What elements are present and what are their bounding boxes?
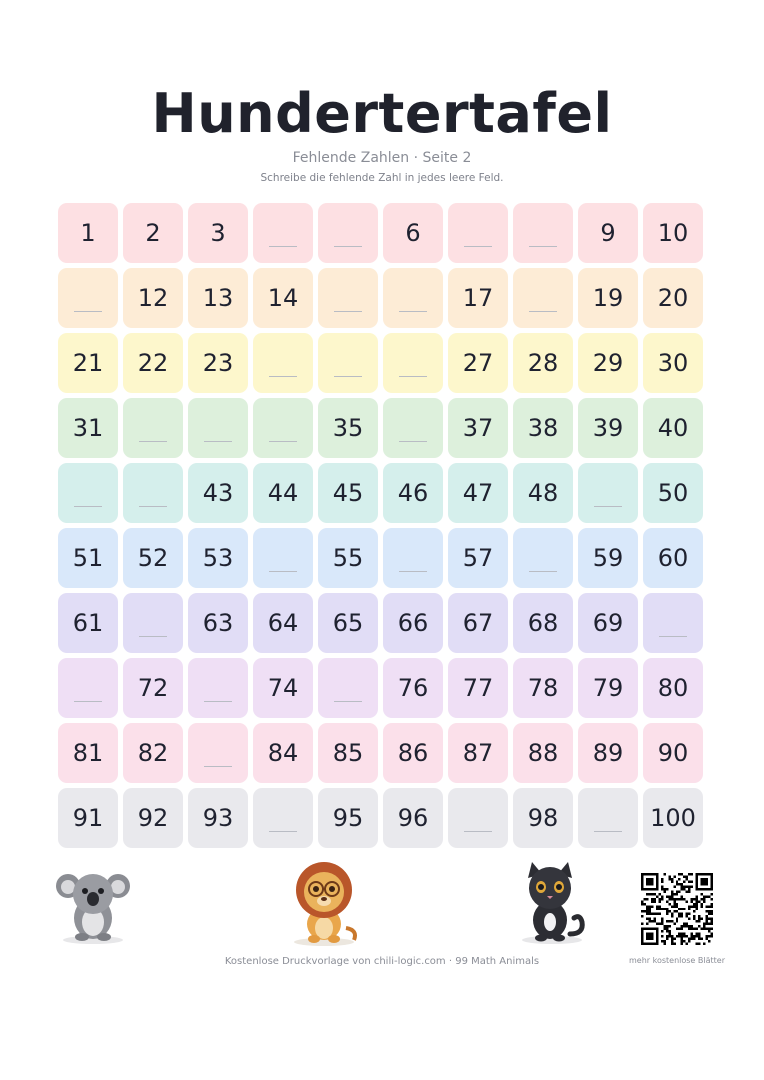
number-cell: [123, 268, 183, 328]
blank-cell[interactable]: [58, 463, 118, 523]
number-cell: [58, 723, 118, 783]
answer-line: [204, 441, 232, 442]
number-cell: [643, 788, 703, 848]
cell-number: 3: [210, 219, 226, 247]
answer-line: [659, 636, 687, 637]
number-cell: [643, 268, 703, 328]
cell-number: 31: [72, 414, 104, 442]
cell-number: 43: [202, 479, 234, 507]
cell-number: 69: [592, 609, 624, 637]
cell-number: 95: [332, 804, 364, 832]
answer-line: [269, 246, 297, 247]
number-cell: [578, 528, 638, 588]
number-cell: [643, 398, 703, 458]
number-cell: [318, 593, 378, 653]
footer-credit: Kostenlose Druckvorlage von chili-logic.com · 99 Math Animals: [224, 956, 540, 967]
cell-number: 85: [332, 739, 364, 767]
blank-cell[interactable]: [253, 398, 313, 458]
cell-number: 98: [527, 804, 559, 832]
blank-cell[interactable]: [578, 463, 638, 523]
cell-number: 59: [592, 544, 624, 572]
number-cell: [448, 528, 508, 588]
cell-number: 29: [592, 349, 624, 377]
number-cell: [58, 788, 118, 848]
blank-cell[interactable]: [58, 658, 118, 718]
answer-line: [269, 571, 297, 572]
number-cell: [58, 398, 118, 458]
number-cell: [58, 528, 118, 588]
qr-caption: mehr kostenlose Blätter: [628, 956, 725, 965]
answer-line: [399, 311, 427, 312]
page-title: Hundertertafel: [151, 82, 613, 145]
number-cell: [643, 333, 703, 393]
answer-line: [74, 701, 102, 702]
blank-cell[interactable]: [513, 203, 573, 263]
cell-number: 20: [657, 284, 689, 312]
cell-number: 51: [72, 544, 104, 572]
cell-number: 87: [462, 739, 494, 767]
answer-line: [204, 701, 232, 702]
number-cell: [188, 268, 248, 328]
cell-number: 79: [592, 674, 624, 702]
answer-line: [529, 246, 557, 247]
cell-number: 46: [397, 479, 429, 507]
blank-cell[interactable]: [253, 203, 313, 263]
number-cell: [448, 593, 508, 653]
number-cell: [448, 268, 508, 328]
number-cell: [253, 658, 313, 718]
answer-line: [594, 831, 622, 832]
number-cell: [188, 333, 248, 393]
number-cell: [188, 528, 248, 588]
cell-number: 55: [332, 544, 364, 572]
number-cell: [448, 463, 508, 523]
cell-number: 52: [137, 544, 169, 572]
answer-line: [399, 571, 427, 572]
cell-number: 65: [332, 609, 364, 637]
blank-cell[interactable]: [318, 333, 378, 393]
cell-number: 78: [527, 674, 559, 702]
blank-cell[interactable]: [253, 528, 313, 588]
cell-number: 63: [202, 609, 234, 637]
number-cell: [253, 268, 313, 328]
number-cell: [58, 333, 118, 393]
cell-number: 28: [527, 349, 559, 377]
cell-number: 92: [137, 804, 169, 832]
answer-line: [594, 506, 622, 507]
blank-cell[interactable]: [383, 528, 443, 588]
cell-number: 17: [462, 284, 494, 312]
number-cell: [448, 333, 508, 393]
cell-number: 68: [527, 609, 559, 637]
cell-number: 84: [267, 739, 299, 767]
number-cell: [578, 268, 638, 328]
answer-line: [269, 831, 297, 832]
cell-number: 23: [202, 349, 234, 377]
number-cell: [513, 593, 573, 653]
qr-code[interactable]: [641, 873, 713, 945]
number-cell: [383, 658, 443, 718]
number-cell: [383, 788, 443, 848]
number-cell: [513, 723, 573, 783]
number-cell: [578, 658, 638, 718]
number-cell: [123, 658, 183, 718]
cell-number: 2: [145, 219, 161, 247]
number-cell: [188, 203, 248, 263]
number-cell: [318, 723, 378, 783]
koala-illustration: [54, 866, 132, 946]
answer-line: [269, 376, 297, 377]
blank-cell[interactable]: [123, 463, 183, 523]
cell-number: 64: [267, 609, 299, 637]
blank-cell[interactable]: [188, 398, 248, 458]
answer-line: [399, 376, 427, 377]
blank-cell[interactable]: [513, 268, 573, 328]
cell-number: 38: [527, 414, 559, 442]
answer-line: [399, 441, 427, 442]
black-cat-illustration: [514, 860, 590, 946]
page-subtitle: Fehlende Zahlen · Seite 2: [292, 150, 472, 166]
cell-number: 39: [592, 414, 624, 442]
answer-line: [139, 441, 167, 442]
cell-number: 1: [80, 219, 96, 247]
cell-number: 77: [462, 674, 494, 702]
cell-number: 27: [462, 349, 494, 377]
blank-cell[interactable]: [318, 203, 378, 263]
blank-cell[interactable]: [253, 333, 313, 393]
blank-cell[interactable]: [448, 788, 508, 848]
number-cell: [643, 723, 703, 783]
number-cell: [448, 398, 508, 458]
number-cell: [188, 788, 248, 848]
number-cell: [318, 398, 378, 458]
blank-cell[interactable]: [578, 788, 638, 848]
number-cell: [123, 788, 183, 848]
answer-line: [334, 701, 362, 702]
cell-number: 93: [202, 804, 234, 832]
answer-line: [334, 246, 362, 247]
number-cell: [578, 723, 638, 783]
cell-number: 40: [657, 414, 689, 442]
cell-number: 22: [137, 349, 169, 377]
number-cell: [383, 203, 443, 263]
number-cell: [318, 528, 378, 588]
cell-number: 50: [657, 479, 689, 507]
answer-line: [529, 571, 557, 572]
cell-number: 67: [462, 609, 494, 637]
cell-number: 9: [600, 219, 616, 247]
blank-cell[interactable]: [123, 593, 183, 653]
cell-number: 72: [137, 674, 169, 702]
cell-number: 89: [592, 739, 624, 767]
number-cell: [318, 788, 378, 848]
number-cell: [58, 203, 118, 263]
cell-number: 61: [72, 609, 104, 637]
answer-line: [74, 311, 102, 312]
number-cell: [578, 333, 638, 393]
number-cell: [123, 528, 183, 588]
cell-number: 57: [462, 544, 494, 572]
cell-number: 19: [592, 284, 624, 312]
cell-number: 100: [650, 804, 696, 832]
number-cell: [383, 593, 443, 653]
cell-number: 12: [137, 284, 169, 312]
cell-number: 47: [462, 479, 494, 507]
number-cell: [513, 463, 573, 523]
cell-number: 44: [267, 479, 299, 507]
answer-line: [464, 831, 492, 832]
blank-cell[interactable]: [318, 658, 378, 718]
cell-number: 35: [332, 414, 364, 442]
answer-line: [464, 246, 492, 247]
cell-number: 74: [267, 674, 299, 702]
blank-cell[interactable]: [318, 268, 378, 328]
number-cell: [123, 723, 183, 783]
answer-line: [204, 766, 232, 767]
number-cell: [448, 658, 508, 718]
cell-number: 80: [657, 674, 689, 702]
cell-number: 81: [72, 739, 104, 767]
cell-number: 88: [527, 739, 559, 767]
blank-cell[interactable]: [448, 203, 508, 263]
number-cell: [253, 463, 313, 523]
number-cell: [578, 593, 638, 653]
blank-cell[interactable]: [58, 268, 118, 328]
blank-cell[interactable]: [188, 658, 248, 718]
cell-number: 6: [405, 219, 421, 247]
number-cell: [643, 203, 703, 263]
number-cell: [513, 398, 573, 458]
number-cell: [643, 463, 703, 523]
answer-line: [334, 311, 362, 312]
cell-number: 96: [397, 804, 429, 832]
cell-number: 10: [657, 219, 689, 247]
number-cell: [188, 463, 248, 523]
blank-cell[interactable]: [643, 593, 703, 653]
lion-illustration: [284, 858, 364, 948]
cell-number: 66: [397, 609, 429, 637]
cell-number: 14: [267, 284, 299, 312]
number-cell: [318, 463, 378, 523]
answer-line: [269, 441, 297, 442]
cell-number: 90: [657, 739, 689, 767]
blank-cell[interactable]: [383, 398, 443, 458]
blank-cell[interactable]: [123, 398, 183, 458]
blank-cell[interactable]: [383, 333, 443, 393]
number-cell: [643, 528, 703, 588]
number-cell: [513, 658, 573, 718]
cell-number: 60: [657, 544, 689, 572]
cell-number: 48: [527, 479, 559, 507]
cell-number: 21: [72, 349, 104, 377]
number-cell: [578, 203, 638, 263]
number-cell: [643, 658, 703, 718]
number-cell: [253, 723, 313, 783]
cell-number: 13: [202, 284, 234, 312]
cell-number: 91: [72, 804, 104, 832]
answer-line: [529, 311, 557, 312]
blank-cell[interactable]: [383, 268, 443, 328]
number-cell: [513, 333, 573, 393]
answer-line: [139, 506, 167, 507]
number-cell: [123, 333, 183, 393]
answer-line: [334, 376, 362, 377]
answer-line: [139, 636, 167, 637]
number-cell: [578, 398, 638, 458]
number-cell: [188, 593, 248, 653]
cell-number: 86: [397, 739, 429, 767]
cell-number: 53: [202, 544, 234, 572]
instruction-text: Schreibe die fehlende Zahl in jedes leere Feld.: [260, 172, 504, 184]
number-cell: [123, 203, 183, 263]
hundred-chart-grid: [58, 203, 708, 853]
cell-number: 76: [397, 674, 429, 702]
number-cell: [448, 723, 508, 783]
number-cell: [383, 463, 443, 523]
cell-number: 37: [462, 414, 494, 442]
blank-cell[interactable]: [188, 723, 248, 783]
blank-cell[interactable]: [253, 788, 313, 848]
cell-number: 45: [332, 479, 364, 507]
number-cell: [383, 723, 443, 783]
cell-number: 30: [657, 349, 689, 377]
answer-line: [74, 506, 102, 507]
number-cell: [253, 593, 313, 653]
blank-cell[interactable]: [513, 528, 573, 588]
cell-number: 82: [137, 739, 169, 767]
number-cell: [513, 788, 573, 848]
number-cell: [58, 593, 118, 653]
